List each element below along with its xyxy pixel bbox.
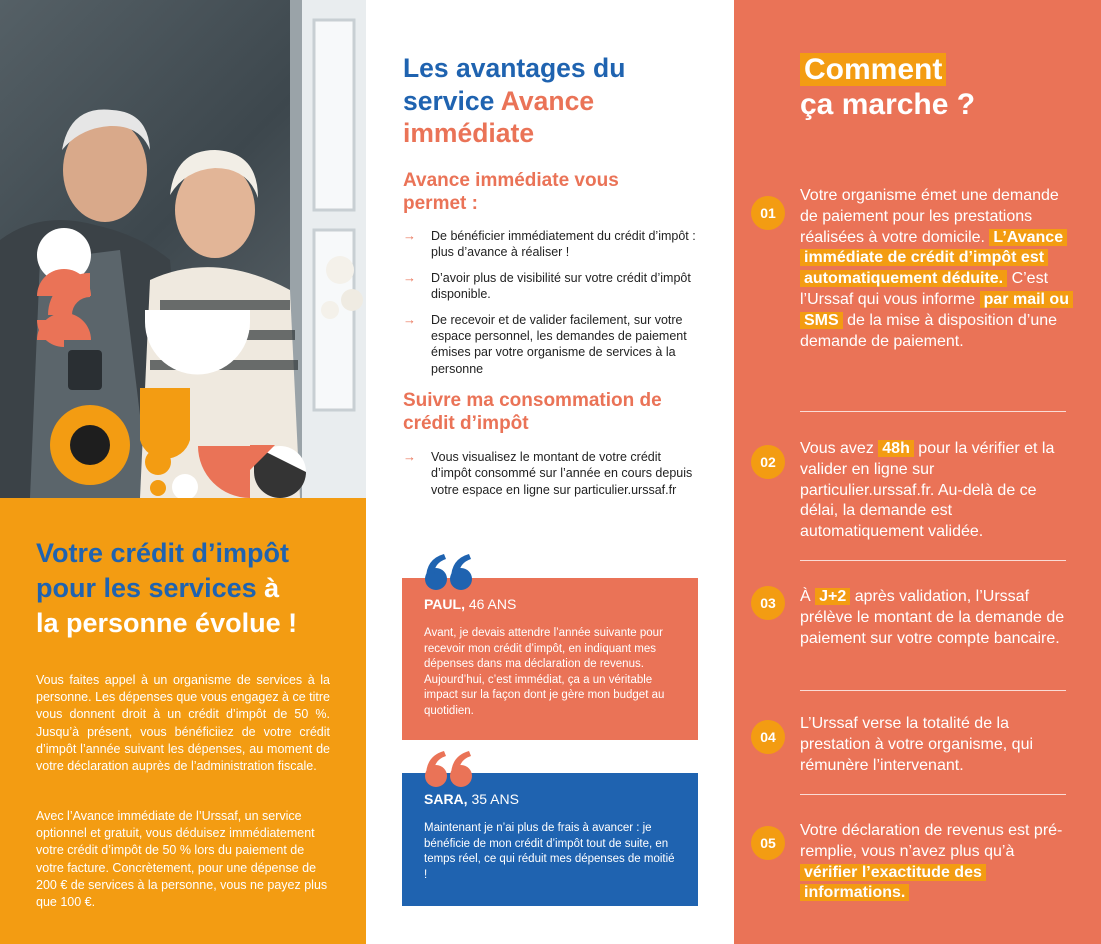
step-highlight: J+2: [815, 588, 850, 605]
advantages-title-orange: Avance immédiate: [403, 85, 595, 148]
step-number-badge: 02: [751, 445, 785, 479]
left-title-line2: pour les services: [36, 573, 257, 603]
step-number-badge: 05: [751, 826, 785, 860]
quote-mark-icon: [424, 553, 474, 591]
how-title-line1: Comment: [800, 53, 946, 86]
step-number-badge: 01: [751, 196, 785, 230]
testimonial-paul: [402, 578, 698, 740]
step-01-text: Votre organisme émet une demande de paiement pour les prestations réalisées à votre domicile. L’Avance immédiate de crédit d’impôt est automatiquement déduite. C’est l’Urssaf qui vous informe par mail ou SMS de la mise à disposition d’une demande de paiement.: [800, 186, 1070, 352]
step-divider: [800, 690, 1066, 691]
list-item: → De recevoir et de valider facilement, sur votre espace personnel, les demandes de paiement émises par votre organisme de services à la personne: [403, 311, 687, 376]
quote-mark-icon: [424, 750, 474, 788]
arrow-right-icon: →: [403, 449, 416, 464]
step-05-text: Votre déclaration de revenus est pré-remplie, vous n’avez plus qu’à vérifier l’exactitude des informations.: [800, 822, 1063, 902]
step-03-text: À J+2 après validation, l’Urssaf prélève le montant de la demande de paiement sur votre compte bancaire.: [800, 588, 1065, 647]
step-highlight: par mail ou SMS: [800, 291, 1073, 329]
arrow-right-icon: →: [403, 311, 416, 327]
step-number-badge: 04: [751, 720, 785, 754]
arrow-right-icon: →: [403, 269, 416, 285]
step-number-badge: 03: [751, 586, 785, 620]
list-item: → Vous visualisez le montant de votre crédit d’impôt consommé sur l’année en cours depuis votre espace en ligne sur particulier.urssaf.fr: [403, 449, 693, 497]
testimonial-text: Avant, je devais attendre l’année suivante pour recevoir mon crédit d’impôt, en indiquant mes dépenses dans ma déclaration de revenus. Aujourd’hui, c’est immédiat, ça a un véritable impact sur la façon dont je gère mon budget au quotidien.: [424, 627, 665, 717]
step-highlight: vérifier l’exactitude des informations.: [800, 864, 986, 902]
advantages-title-blue: Les avantages du service: [403, 53, 626, 116]
testimonial-name: PAUL, 46 ANS: [424, 596, 517, 612]
how-it-works-title: [800, 52, 975, 122]
step-divider: [800, 560, 1066, 561]
left-title: [36, 536, 346, 641]
couple-photo-icon: [0, 0, 366, 498]
advantages-list: [403, 228, 703, 386]
step-04-text: L’Urssaf verse la totalité de la prestation à votre organisme, qui rémunère l’intervenant.: [800, 715, 1034, 774]
consommation-list: [403, 449, 703, 507]
list-item: → De bénéficier immédiatement du crédit d’impôt : plus d’avance à réaliser !: [403, 228, 696, 260]
step-divider: [800, 411, 1066, 412]
how-title-line2: ça marche ?: [800, 88, 976, 121]
testimonial-name: SARA, 35 ANS: [424, 791, 519, 807]
step-02-text: Vous avez 48h pour la vérifier et la valider en ligne sur particulier.urssaf.fr. Au-delà de ce délai, la demande est automatiquement validée.: [800, 440, 1055, 541]
avance-paragraph: Avec l’Avance immédiate de l’Urssaf, un service optionnel et gratuit, vous déduisez immédiatement votre crédit d’impôt de 50 % lors du paiement de votre facture. Concrètement, pour une dépense de 200 € de services à la personne, vous ne payez plus que 100 €.: [36, 809, 328, 910]
right-panel: [734, 0, 1101, 944]
list-item: → D’avoir plus de visibilité sur votre crédit d’impôt disponible.: [403, 269, 691, 302]
step-divider: [800, 794, 1066, 795]
left-title-line2-end: à: [256, 573, 280, 603]
testimonial-sara: [402, 773, 698, 906]
consommation-subtitle: Suivre ma consommation de crédit d’impôt: [403, 390, 662, 434]
couple-photo: [0, 0, 366, 498]
testimonial-text: Maintenant je n’ai plus de frais à avancer : je bénéficie de mon crédit d’impôt tout de suite, en temps réel, ce qui réduit mes dépenses de moitié !: [424, 822, 675, 881]
left-title-line3: la personne évolue !: [36, 608, 298, 638]
step-highlight: 48h: [878, 440, 914, 457]
permet-subtitle: Avance immédiate vous permet :: [403, 170, 619, 214]
left-title-line1: Votre crédit d’impôt: [36, 538, 290, 568]
left-panel: [0, 0, 366, 944]
middle-panel: [366, 0, 734, 944]
step-highlight: L’Avance immédiate de crédit d’impôt est automatiquement déduite.: [800, 229, 1067, 288]
intro-paragraph: Vous faites appel à un organisme de services à la personne. Les dépenses que vous engagez à ce titre vous donnent droit à un crédit d’impôt de 50 %. Jusqu’à présent, vous bénéficiiez de votre crédit d’impôt l’année suivant les dépenses, au moment de votre déclaration auprès de l’administration fiscale.: [36, 673, 330, 774]
arrow-right-icon: →: [403, 228, 416, 243]
advantages-title: [403, 52, 703, 150]
